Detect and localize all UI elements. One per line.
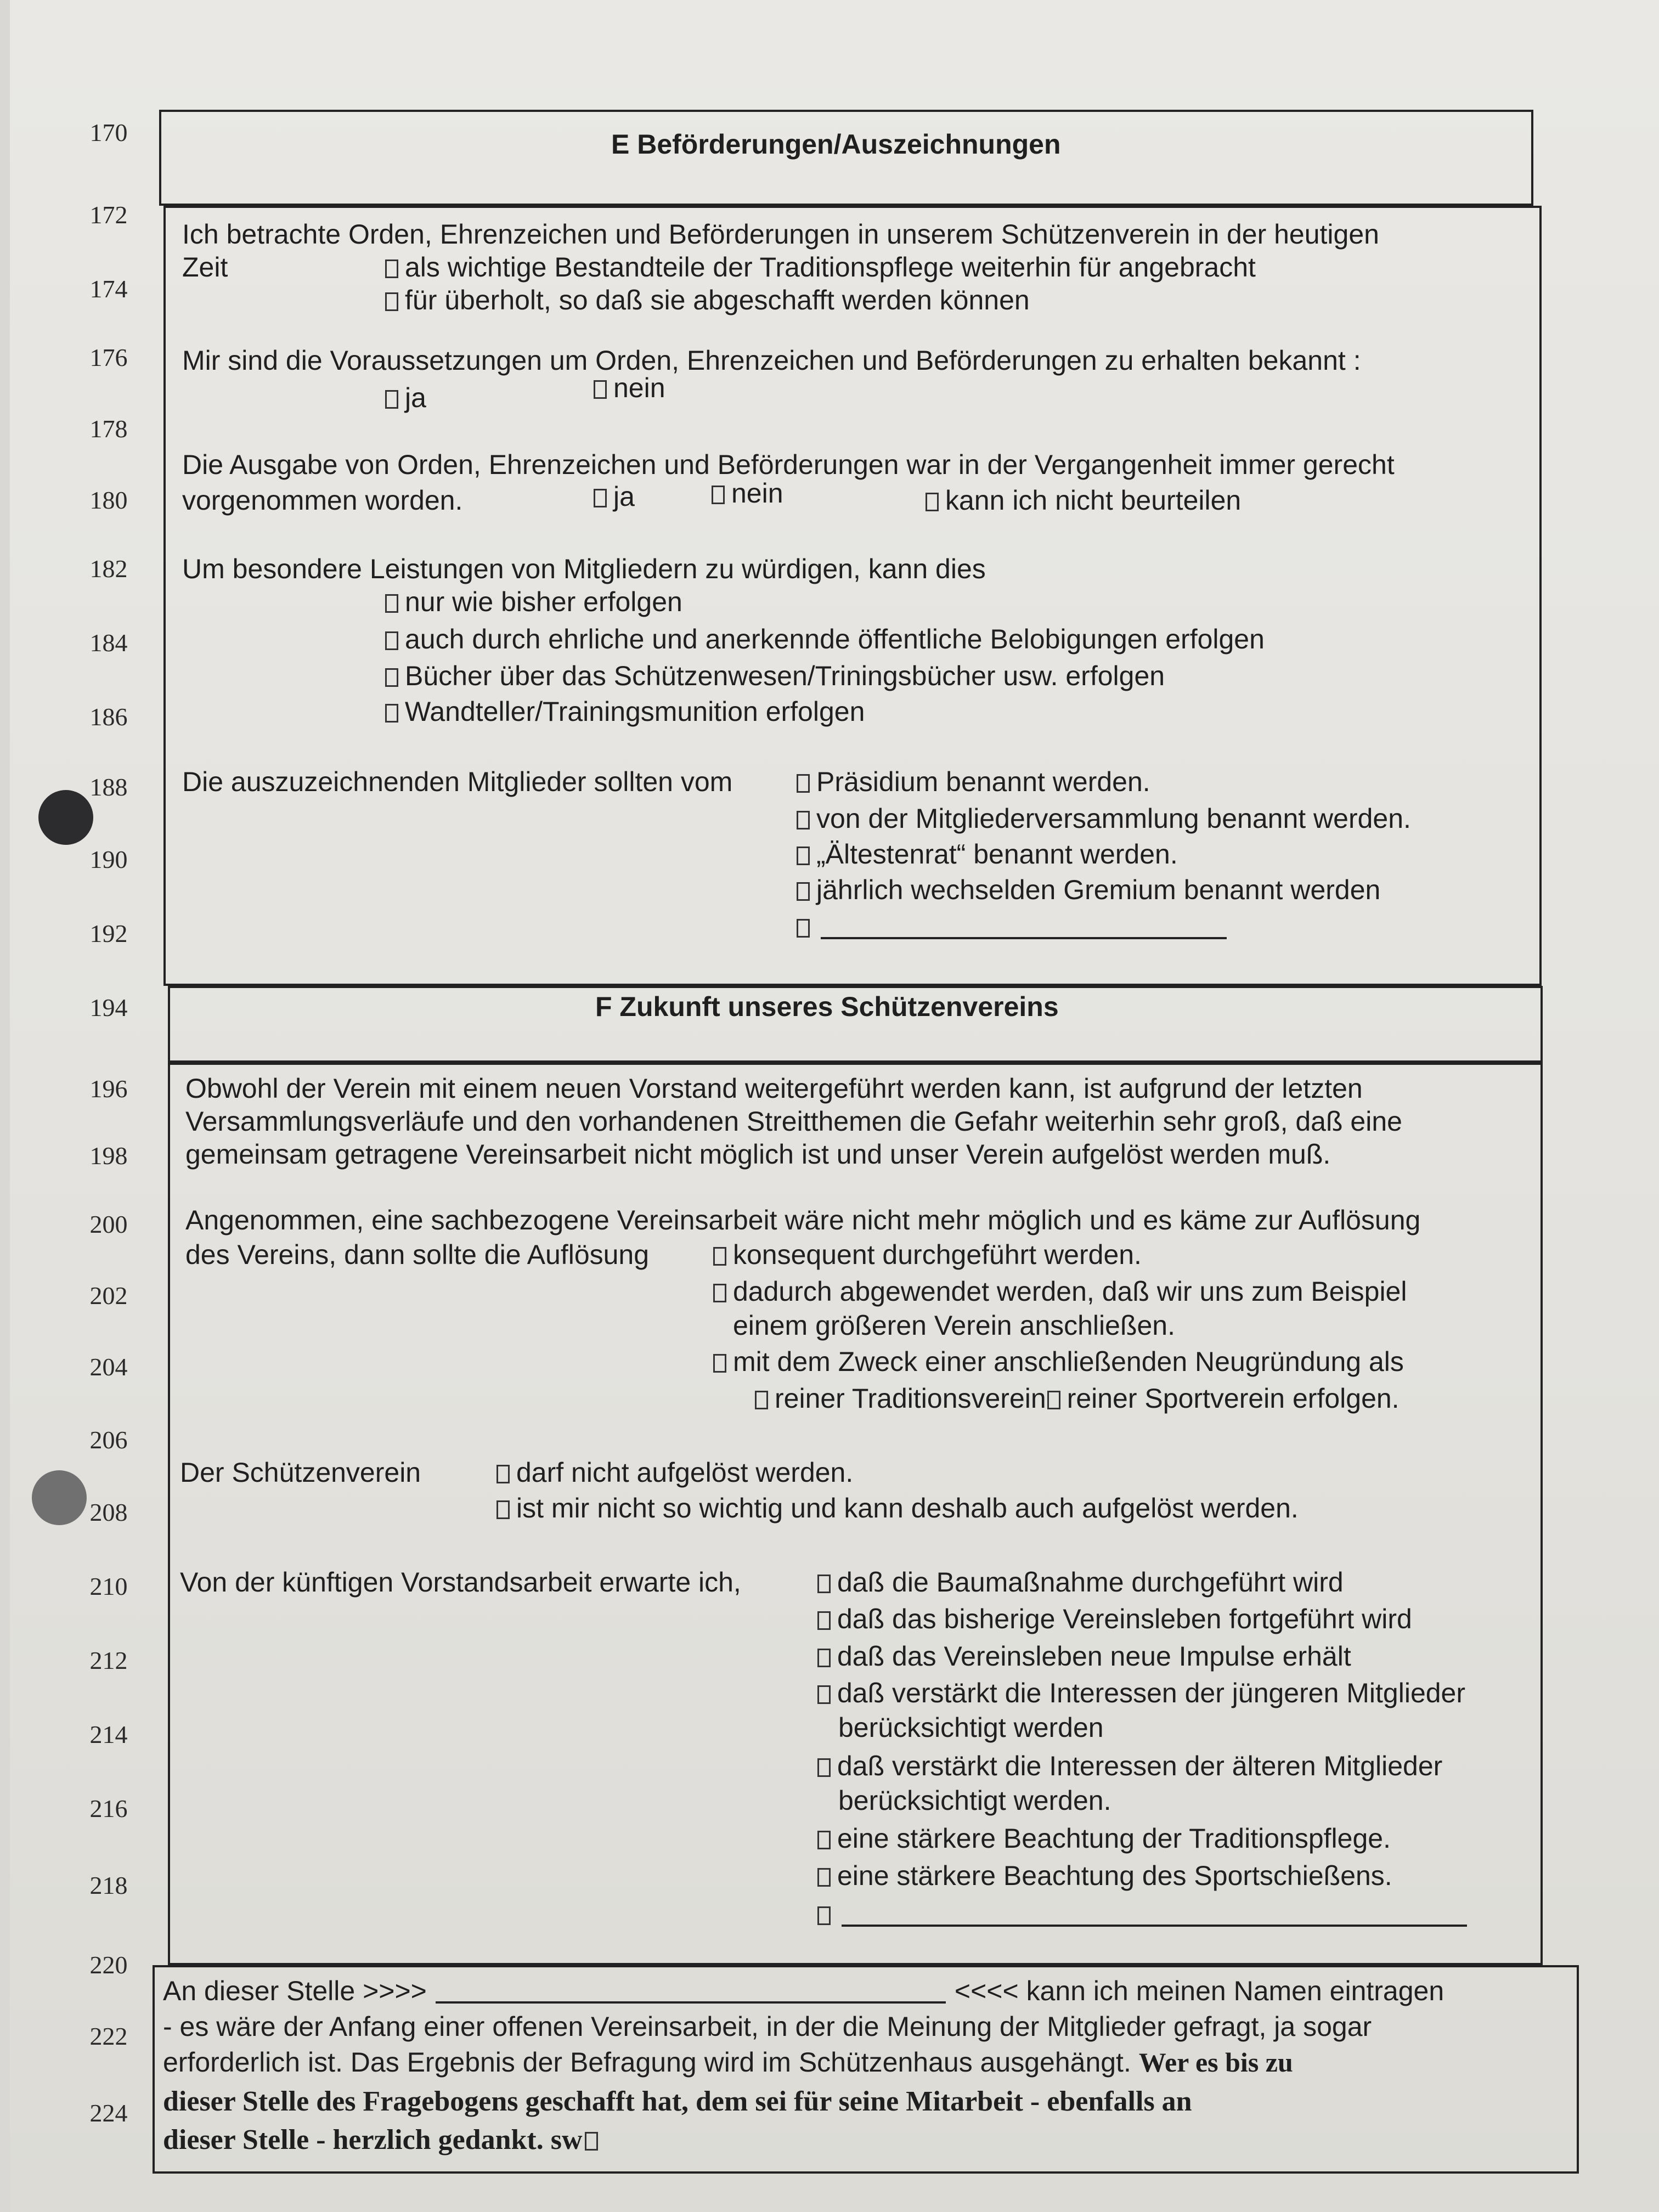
name-entry-line[interactable]: An dieser Stelle >>>> <<<< kann ich meinen Namen eintragen [163,1976,1444,2006]
f-q3-option-cont: berücksichtigt werden [838,1712,1104,1743]
e-q5-option[interactable]: jährlich wechselden Gremium benannt werden [797,874,1380,906]
checkbox[interactable] [817,1575,831,1593]
f-q1-option[interactable]: konsequent durchgeführt werden. [713,1239,1142,1271]
checkbox[interactable] [385,292,398,311]
f-q3-option-cont: berücksichtigt werden. [838,1785,1111,1816]
closing-box [153,1965,1579,2174]
f-q2-text: Der Schützenverein [180,1457,421,1488]
f-q1-text-cont: des Vereins, dann sollte die Auflösung [185,1239,650,1270]
section-e-body [163,206,1542,986]
checkbox[interactable] [926,493,939,511]
checkbox[interactable] [817,1611,831,1630]
write-in-line[interactable] [821,937,1227,939]
e-q4-text: Um besondere Leistungen von Mitgliedern zu würdigen, kann dies [182,554,986,584]
closing-thanks-line: dieser Stelle - herzlich gedankt. sw [163,2124,605,2157]
punch-hole [32,1470,87,1525]
e-q1-option[interactable]: für überholt, so daß sie abgeschafft werden können [385,285,1030,317]
e-q4-option[interactable]: nur wie bisher erfolgen [385,586,682,618]
checkbox[interactable] [817,1868,831,1887]
line-number: 172 [89,201,128,229]
line-number: 220 [89,1951,128,1979]
line-number: 194 [89,994,128,1022]
f-q3-option[interactable]: daß verstärkt die Interessen der älteren Mitglieder [817,1751,1442,1782]
e-q5-option[interactable]: „Ältestenrat“ benannt werden. [797,839,1178,871]
line-number: 208 [89,1498,128,1526]
line-number: 200 [89,1210,128,1238]
checkbox[interactable] [797,919,810,938]
checkbox[interactable] [797,774,810,793]
e-q2-option-nein[interactable]: nein [594,373,665,404]
line-number: 216 [89,1795,128,1822]
line-number: 190 [89,845,128,873]
f-q1-suboptions[interactable]: reiner Traditionsverein reiner Sportverein erfolgen. [755,1383,1400,1415]
f-intro-line: Obwohl der Verein mit einem neuen Vorstand weitergeführt werden kann, ist aufgrund der letzten [185,1073,1363,1104]
e-q3-text: Die Ausgabe von Orden, Ehrenzeichen und Beförderungen war in der Vergangenheit immer gerecht [182,449,1395,480]
closing-thanks-line: dieser Stelle des Fragebogens geschafft hat, dem sei für seine Mitarbeit - ebenfalls an [163,2086,1192,2117]
checkbox[interactable] [385,704,398,723]
f-intro-line: Versammlungsverläufe und den vorhandenen Streitthemen die Gefahr weiterhin sehr groß, daß eine [185,1106,1402,1137]
e-q4-option[interactable]: auch durch ehrliche und anerkennde öffentliche Belobigungen erfolgen [385,624,1265,656]
f-q3-option[interactable]: daß die Baumaßnahme durchgeführt wird [817,1567,1344,1599]
f-q3-option[interactable]: daß das Vereinsleben neue Impulse erhält [817,1641,1351,1673]
line-number: 184 [89,629,128,657]
f-q2-option[interactable]: ist mir nicht so wichtig und kann deshalb auch aufgelöst werden. [496,1493,1299,1525]
f-q1-text: Angenommen, eine sachbezogene Vereinsarbeit wäre nicht mehr möglich und es käme zur Auflösung [185,1205,1421,1235]
checkbox[interactable] [385,390,398,409]
e-q4-option[interactable]: Bücher über das Schützenwesen/Triningsbücher usw. erfolgen [385,661,1165,692]
checkbox[interactable] [817,1649,831,1667]
checkbox[interactable] [817,1831,831,1849]
checkbox[interactable] [385,594,398,613]
e-q5-option-other[interactable] [797,911,1227,943]
line-number: 180 [89,486,128,514]
e-q4-option[interactable]: Wandteller/Trainingsmunition erfolgen [385,696,865,728]
questionnaire-page [10,0,1659,2212]
f-q1-option[interactable]: dadurch abgewendet werden, daß wir uns zum Beispiel [713,1276,1407,1308]
checkbox[interactable] [594,489,607,507]
checkbox[interactable] [385,668,398,687]
name-input-line[interactable] [436,2001,946,2004]
line-number: 188 [89,773,128,801]
checkbox[interactable] [797,882,810,901]
checkbox[interactable] [713,1247,726,1266]
line-number: 218 [89,1871,128,1899]
e-q3-option-ja[interactable]: ja [594,481,635,513]
line-number: 174 [89,275,128,303]
line-number: 178 [89,415,128,443]
checkbox[interactable] [385,631,398,650]
punch-hole [38,790,93,845]
section-f-body [168,1063,1543,1965]
line-number: 186 [89,703,128,731]
f-q3-option[interactable]: eine stärkere Beachtung der Traditionspflege. [817,1823,1391,1855]
f-q3-option[interactable]: daß das bisherige Vereinsleben fortgeführt wird [817,1604,1412,1635]
line-number: 210 [89,1572,128,1600]
f-q3-text: Von der künftigen Vorstandsarbeit erwarte ich, [180,1567,741,1598]
checkbox[interactable] [594,380,607,399]
line-number: 202 [89,1282,128,1310]
f-q2-option[interactable]: darf nicht aufgelöst werden. [496,1457,853,1489]
line-number: 198 [89,1142,128,1170]
e-q2-option-ja[interactable]: ja [385,382,426,414]
checkbox[interactable] [496,1465,510,1483]
checkbox[interactable] [817,1906,831,1925]
line-number: 196 [89,1075,128,1103]
checkbox[interactable] [755,1391,768,1409]
section-e-title: E Beförderungen/Auszeichnungen [611,129,1061,160]
e-q1-text: Ich betrachte Orden, Ehrenzeichen und Beförderungen in unserem Schützenverein in der heutigen [182,219,1379,250]
checkbox[interactable] [797,811,810,830]
f-q3-option[interactable]: daß verstärkt die Interessen der jüngeren Mitglieder [817,1678,1465,1709]
line-number: 222 [89,2022,128,2050]
f-intro-line: gemeinsam getragene Vereinsarbeit nicht möglich ist und unser Verein aufgelöst werden muß. [185,1139,1331,1170]
section-f-title: F Zukunft unseres Schützenvereins [595,991,1059,1022]
e-q1-option[interactable]: als wichtige Bestandteile der Traditionspflege weiterhin für angebracht [385,252,1256,284]
line-number: 224 [89,2099,128,2127]
e-q5-text: Die auszuzeichnenden Mitglieder sollten vom [182,766,733,797]
section-f-header-box [168,986,1543,1063]
line-number: 170 [89,119,128,146]
e-q2-text: Mir sind die Voraussetzungen um Orden, Ehrenzeichen und Beförderungen zu erhalten bekannt : [182,345,1361,376]
line-number: 176 [89,343,128,371]
checkbox[interactable] [1047,1391,1060,1409]
line-number: 212 [89,1646,128,1674]
e-q1-text-cont: Zeit [182,252,228,283]
checkbox[interactable] [712,486,725,504]
e-q5-option[interactable]: Präsidium benannt werden. [797,766,1150,798]
closing-line: erforderlich ist. Das Ergebnis der Befragung wird im Schützenhaus ausgehängt. Wer es bis zu [163,2047,1293,2078]
e-q3-option-nein[interactable]: nein [712,478,783,510]
line-number: 192 [89,919,128,947]
checkbox[interactable] [713,1354,726,1373]
closing-line: - es wäre der Anfang einer offenen Vereinsarbeit, in der die Meinung der Mitglieder gefragt, ja sogar [163,2011,1372,2042]
line-number: 206 [89,1426,128,1454]
checkbox[interactable] [496,1500,510,1519]
f-q1-option[interactable]: mit dem Zweck einer anschließenden Neugründung als [713,1346,1404,1378]
checkbox[interactable] [817,1758,831,1777]
f-q3-option[interactable]: eine stärkere Beachtung des Sportschießens. [817,1860,1392,1892]
line-number: 182 [89,555,128,583]
checkbox[interactable] [713,1284,726,1302]
checkbox[interactable] [797,847,810,865]
checkbox[interactable] [385,259,398,278]
line-number: 204 [89,1353,128,1381]
section-e-header-box [159,110,1533,206]
e-q3-option-unknown[interactable]: kann ich nicht beurteilen [926,485,1241,517]
checkbox [585,2132,598,2151]
checkbox[interactable] [817,1685,831,1704]
e-q5-option[interactable]: von der Mitgliederversammlung benannt werden. [797,803,1411,835]
f-q3-option-other[interactable] [817,1899,1467,1931]
write-in-line[interactable] [842,1925,1467,1927]
f-q1-option-cont: einem größeren Verein anschließen. [733,1310,1176,1341]
e-q3-text-cont: vorgenommen worden. [182,485,463,516]
line-number: 214 [89,1720,128,1748]
